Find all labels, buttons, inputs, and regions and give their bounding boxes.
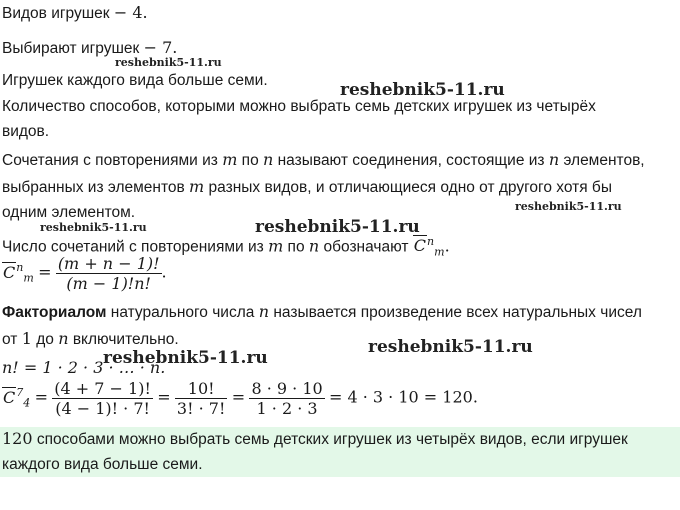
watermark: reshebnik5-11.ru	[115, 56, 222, 69]
var-n: n	[308, 236, 320, 256]
factorial-line-1	[2, 302, 642, 323]
calc-sub: 4	[23, 396, 31, 410]
definition-text-f: разных видов, и отличающиеся одно от другого хотя бы	[208, 179, 612, 196]
factorial-text-e: включительно.	[72, 331, 179, 348]
formula-fraction	[56, 254, 162, 293]
definition-text-d: элементов,	[563, 152, 645, 169]
combination-symbol	[2, 386, 30, 410]
combination-letter: C	[413, 236, 427, 256]
calc-denominator-2: 3! · 7!	[176, 399, 226, 418]
definition-text-b: по	[241, 152, 259, 169]
formula-denominator: (m − 1)!n!	[66, 274, 151, 293]
factorial-text-c: от	[2, 331, 18, 348]
calc-numerator-2: 10!	[175, 379, 227, 399]
combination-sub: m	[434, 245, 445, 259]
calc-result: = 4 · 3 · 10 = 120.	[328, 387, 478, 407]
combination-letter: C	[3, 387, 16, 407]
combination-sup: n	[16, 261, 24, 275]
var-m: m	[268, 236, 284, 256]
definition-line-1	[2, 150, 645, 171]
factorial-term: Факториалом	[2, 304, 107, 321]
formula-numerator: (m + n − 1)!	[57, 254, 160, 273]
calc-denominator-3: 1 · 2 · 3	[256, 399, 318, 418]
combination-symbol	[2, 261, 34, 285]
var-n: n	[58, 329, 69, 348]
notation-text-a: Число сочетаний с повторениями из	[2, 238, 264, 256]
combination-sup: n	[427, 235, 435, 248]
var-m: m	[222, 150, 238, 169]
definition-text-e: выбранных из элементов	[2, 179, 185, 196]
combination-letter: C	[3, 262, 16, 282]
factorial-text-d: до	[36, 331, 54, 348]
toys-chosen-text: Выбирают игрушек	[2, 40, 140, 57]
watermark: reshebnik5-11.ru	[340, 80, 505, 100]
answer-number: 120	[2, 429, 33, 448]
calc-sup: 7	[16, 386, 24, 400]
combination-sub: m	[23, 271, 34, 285]
answer-line-1	[2, 429, 628, 450]
calculation: $C^7_4$ = $\frac{(4 + 7 - 1)!}{(4 - 1)! \cdot 7!}$ = $\frac{10!}{3! \cdot 7!}$ = $\frac{8 \cdot 9 \cdot 10}{1 \cdot 2 \cdot 3}$ = 4 · 3 · 10 = 120.	[3, 379, 478, 418]
calc-fraction-3	[249, 379, 324, 418]
toys-kinds-value: − 4.	[113, 3, 148, 22]
definition-text-a: Сочетания с повторениями из	[2, 152, 218, 169]
question-line-1: Количество способов, которыми можно выбрать семь детских игрушек из четырёх	[2, 98, 596, 115]
answer-line-2: каждого вида больше семи.	[2, 456, 203, 473]
var-n: n	[548, 150, 560, 169]
watermark: reshebnik5-11.ru	[40, 221, 147, 234]
var-m: m	[189, 177, 205, 196]
notation-text-b: по	[287, 238, 305, 256]
toys-kinds-text: Видов игрушек	[2, 5, 110, 22]
calc-fraction-1	[52, 379, 153, 418]
answer-text-1: способами можно выбрать семь детских игрушек из четырёх видов, если игрушек	[36, 431, 628, 448]
definition-text-c: называют соединения, состоящие из	[277, 152, 545, 169]
watermark: reshebnik5-11.ru	[368, 337, 533, 357]
toys-condition-line: Игрушек каждого вида больше семи.	[2, 72, 268, 89]
toys-kinds-line	[2, 3, 148, 24]
factorial-text-a: натурального числа	[110, 304, 255, 321]
factorial-formula: n! = 1 · 2 · 3 · … · n.	[2, 358, 166, 377]
answer-block	[0, 427, 680, 477]
toys-chosen-value: − 7.	[143, 38, 178, 57]
calc-fraction-2	[175, 379, 227, 418]
definition-line-3: одним элементом.	[2, 204, 136, 221]
definition-line-2	[2, 177, 612, 198]
watermark: reshebnik5-11.ru	[103, 348, 268, 368]
num-one: 1	[21, 329, 32, 348]
notation-text-c: обозначают	[323, 238, 409, 256]
var-n: n	[258, 302, 270, 321]
notation-dot: .	[444, 236, 450, 256]
var-n: n	[263, 150, 274, 169]
watermark: reshebnik5-11.ru	[515, 200, 622, 213]
calc-numerator-3: 8 · 9 · 10	[251, 379, 323, 398]
factorial-line-2	[2, 329, 179, 350]
watermark: reshebnik5-11.ru	[255, 217, 420, 237]
formula-dot: .	[161, 262, 167, 282]
factorial-text-b: называется произведение всех натуральных чисел	[273, 304, 642, 321]
combination-formula: $C^n_m$ = $\frac{(m + n - 1)!}{(m - 1)!n!}$ .	[3, 254, 167, 293]
question-line-2: видов.	[2, 123, 50, 140]
calc-numerator-1: (4 + 7 − 1)!	[54, 379, 151, 398]
calc-denominator-1: (4 − 1)! · 7!	[55, 399, 150, 418]
